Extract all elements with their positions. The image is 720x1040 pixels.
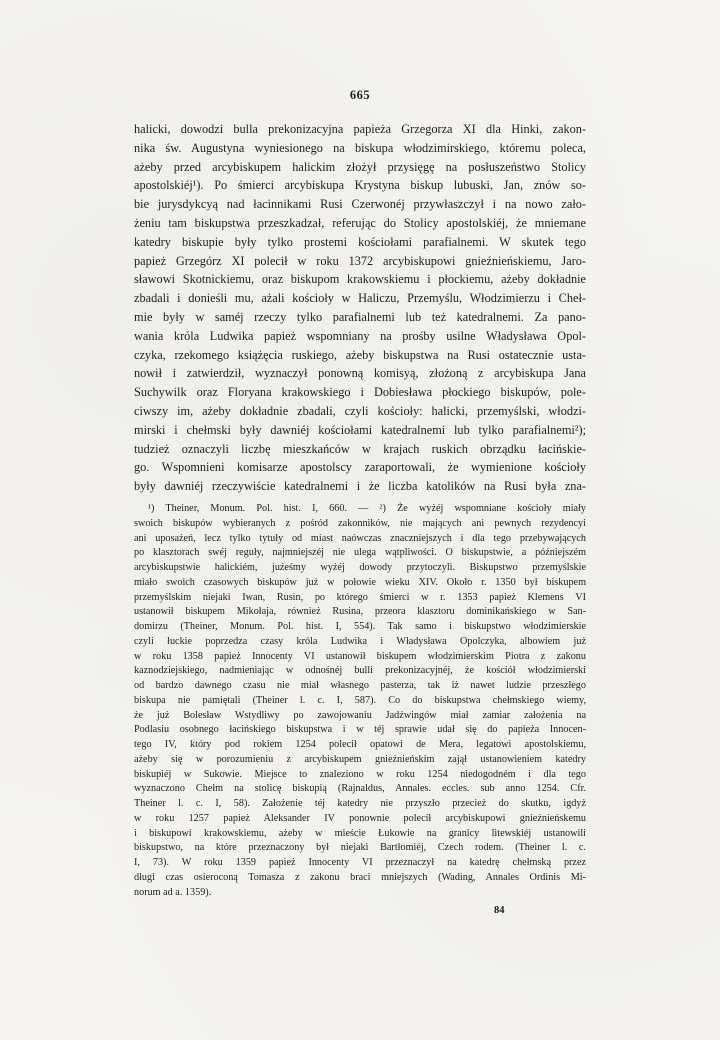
main-text-line: żeniu tam biskupstwa przeszkadzał, referując do Stolicy apostolskiéj, że mniemane	[134, 215, 586, 230]
footnote-line: biskupstwo, na które przeznaczony był niejaki Bartłomiéj, Czech rodem. (Theiner l. c.	[134, 842, 586, 854]
main-text-line: go. Wspomnieni komisarze apostolscy zaraportowali, że wymienione kościoły	[134, 460, 586, 475]
footnote-line: biskupa nie pamiętali (Theiner l. c. I, 587). Co do biskupstwa chełmskiego wiemy,	[134, 694, 586, 706]
page-number: 665	[349, 88, 371, 102]
footnote-line: miało swoich czasowych biskupów już w połowie wieku XIV. Około r. 1350 był biskupem	[134, 576, 586, 588]
signature-mark: 84	[494, 905, 505, 916]
footnote-line: biskupiéj w Sukowie. Miejsce to znaleziono w roku 1254 niedogodném i dla tego	[134, 768, 586, 780]
main-text-line: halicki, dowodzi bulla prekonizacyjna papieża Grzegorza XI dla Hinki, zakon-	[134, 122, 586, 136]
main-text-line: nowił i zatwierdził, wyznaczył ponowną komisyą, złożoną z arcybiskupa Jana	[134, 366, 586, 381]
main-text-line: były dawniéj rzeczywiście katedralnemi i że liczba katolików na Rusi była zna-	[134, 479, 586, 494]
main-text-line: Suchywilk oraz Floryana krakowskiego i Dobiesława płockiego biskupów, pole-	[134, 385, 586, 400]
main-text-line: papież Grzegórz XI polecił w roku 1372 arcybiskupowi gnieźnieńskiemu, Jaro-	[134, 253, 586, 268]
footnote-line: tego IV, który pod rokiem 1254 polecił opatowi de Mera, legatowi apostolskiemu,	[134, 739, 586, 750]
main-text-line: mirski i chełmski były dawniéj kościołami katedralnemi lub tylko parafialnemi²);	[134, 422, 586, 437]
main-text-line: bie jurysdykcyą nad łacinnikami Rusi Czerwonéj przywłaszczył i na nowo zało-	[134, 197, 586, 212]
main-text-line: katedry biskupie były tylko prostemi kościołami parafialnemi. W skutek tego	[134, 234, 586, 249]
main-text-line: czyka, rzekomego książęcia ruskiego, ażeby biskupstwa na Rusi ostatecznie usta-	[134, 347, 586, 362]
footnote-line: w roku 1257 papież Aleksander IV ponownie polecił arcybiskupowi gnieźnieńskemu	[134, 812, 586, 824]
footnote-line: ażeby się w porozumieniu z arcybiskupem gnieźnieńskim zajął ustanowieniem katedry	[134, 753, 586, 765]
footnotes	[134, 502, 586, 900]
footnote-line: długi czas osieroconą Tomasza z zakonu braci mniejszych (Wading, Annales Ordinis Mi-	[134, 871, 586, 883]
footnote-line: od bardzo dawnego czasu nie miał własnego pasterza, tak iż nawet ludzie przeszłego	[134, 680, 586, 691]
footnote-line: domirzu (Theiner, Monum. Pol. hist. I, 554). Tak samo i biskupstwo włodzimierskie	[134, 621, 586, 632]
footnote-line: ¹) Theiner, Monum. Pol. hist. I, 660. — ²) Że wyżéj wspomniane kościoły miały	[148, 503, 586, 514]
main-text	[134, 120, 586, 496]
footnote-line: wyznaczono Chełm na stolicę biskupią (Rajnaldus, Annales. eccles. sub anno 1254. Cfr.	[134, 783, 586, 795]
footnote-line: I, 73). W roku 1359 papież Innocenty VI przeznaczył na katedrę chełmską przez	[134, 857, 586, 868]
main-text-line: zbadali i donieśli mu, ażali kościoły w Haliczu, Przemyślu, Włodzimierzu i Cheł-	[134, 291, 586, 306]
footnote-line: ani uposażeń, lecz tylko tytuły od miast naówczas znaczniejszych i dla tego przebywających	[134, 532, 586, 544]
main-text-line: wania króla Ludwika papież wspomniany na prośby usilne Władysława Opol-	[134, 328, 586, 343]
main-text-line: mie były w saméj rzeczy tylko parafialnemi lub też katedralnemi. Za pano-	[134, 309, 586, 324]
footnote-line: po klasztorach swéj reguły, najmniejszéj nie ulega wątpliwości. O biskupstwie, a późniejszém	[134, 547, 586, 559]
footnote-line: norum ad a. 1359).	[134, 886, 212, 898]
footnote-line: ustanowił biskupem Mikołaja, również Rusina, przeora klasztoru dominikańskiego w San-	[134, 606, 586, 618]
footnote-line: i biskupowi krakowskiemu, ażeby w mieście Łukowie na granicy litewskiéj ustanowili	[134, 827, 586, 839]
main-text-line: apostolskiéj¹). Po śmierci arcybiskupa Krystyna biskup lubuski, Jan, znów so-	[134, 178, 586, 193]
footnote-line: czyli łuckie poprzedza czasy króla Ludwika i Władysława Opolczyka, albowiem już	[134, 635, 586, 647]
footnote-line: przemyślskim niejaki Iwan, Rusin, po którego śmierci w r. 1353 papież Klemens VI	[134, 591, 586, 603]
main-text-line: sławowi Skotnickiemu, oraz biskupom krakowskiemu i płockiemu, ażeby dokładnie	[134, 272, 586, 287]
footnote-line: swoich biskupów wybieranych z pośród zakonników, nie mających ani pewnych rezydencyi	[134, 517, 586, 529]
footnote-line: w roku 1358 papież Innocenty VI ustanowił biskupem włodzimierskim Piotra z zakonu	[134, 650, 586, 662]
main-text-line: ażeby przed arcybiskupem halickim złożył przysięgę na posłuszeństwo Stolicy	[134, 159, 586, 174]
footnote-line: arcybiskupstwie halickiém, juźeśmy wyżéj dowody przytoczyli. Biskupstwo przemyślskie	[134, 562, 586, 573]
main-text-line: nika św. Augustyna wyniesionego na biskupa włodzimirskiego, któremu poleca,	[134, 140, 586, 155]
footnote-line: że już Bolesław Wstydliwy po zawojowaniu Jadźwingów miał zamiar założenia na	[134, 709, 586, 721]
footnote-line: Theiner l. c. I, 58). Założenie téj katedry nie przyszło przecież do skutku, igdyż	[134, 798, 586, 809]
footnote-line: Podlasiu osobnego łacińskiego biskupstwa i w téj sprawie udał się do papieża Innocen-	[134, 724, 586, 736]
footnote-line: kaznodziejskiego, nadmieniając w odnośnéj bulli prekonizacyjnéj, że kościół włodzimierski	[134, 665, 586, 677]
main-text-line: ciwszy im, ażeby dokładnie zbadali, czyli kościoły: halicki, przemyślski, włodzi-	[134, 403, 586, 418]
main-text-line: tudzież oznaczyli liczbę mieszkańców w krajach ruskich obrządku łacińskie-	[134, 441, 586, 456]
